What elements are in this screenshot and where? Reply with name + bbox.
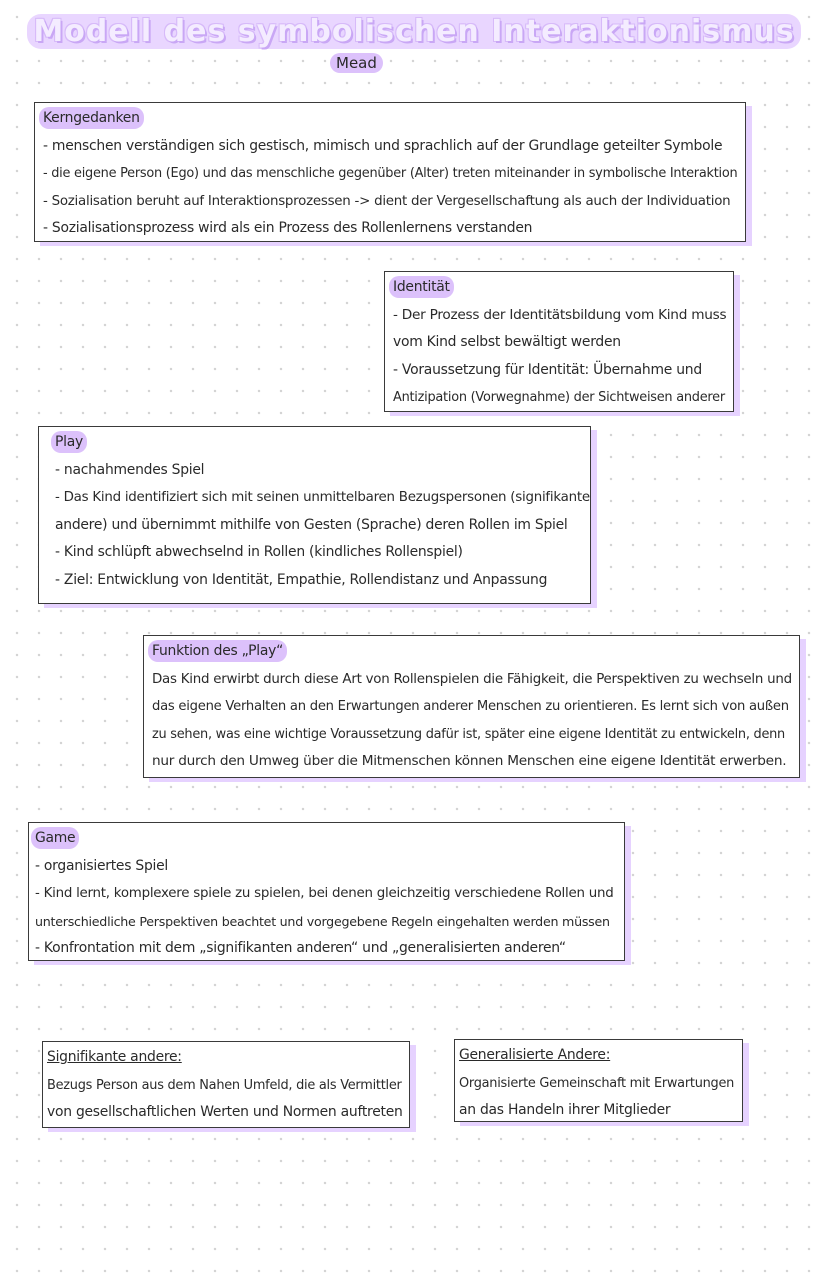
game-box [28,822,625,961]
generalisierte-box [454,1039,743,1122]
game-line: unterschiedliche Perspektiven beachtet und vorgegebene Regeln eingehalten werden müssen [35,913,610,929]
play-line: andere) und übernimmt mithilfe von Gesten (Sprache) deren Rollen im Spiel [55,516,568,533]
signifikante-line: von gesellschaftlichen Werten und Normen auftreten [47,1104,403,1120]
signifikante-heading: Signifikante andere: [47,1049,182,1065]
play-heading: Play [51,431,87,453]
signifikante-line: Bezugs Person aus dem Nahen Umfeld, die als Vermittler [47,1077,402,1093]
kerngedanken-line: - Sozialisation beruht auf Interaktionsprozessen -> dient der Vergesellschaftung als auch der Individuation [43,193,731,209]
funktion-line: das eigene Verhalten an den Erwartungen anderer Menschen zu orientieren. Es lernt sich von außen [152,699,789,714]
title-area [0,14,828,49]
game-line: - Konfrontation mit dem „signifikanten anderen“ und „generalisierten anderen“ [35,940,566,956]
signifikante-box [42,1041,410,1128]
kerngedanken-line: - die eigene Person (Ego) und das menschliche gegenüber (Alter) treten miteinander in symbolische Interaktion [43,166,738,181]
generalisierte-line: Organisierte Gemeinschaft mit Erwartungen [459,1075,735,1091]
kerngedanken-box [34,102,746,242]
identitaet-line: vom Kind selbst bewältigt werden [393,334,621,350]
play-line: - Kind schlüpft abwechselnd in Rollen (kindliches Rollenspiel) [55,544,463,560]
generalisierte-line: an das Handeln ihrer Mitglieder [459,1102,671,1118]
play-line: - nachahmendes Spiel [55,461,205,478]
play-line: - Das Kind identifiziert sich mit seinen unmittelbaren Bezugspersonen (signifikante [55,490,590,505]
funktion-line: zu sehen, was eine wichtige Voraussetzung dafür ist, später eine eigene Identität zu entwickeln, denn [152,726,785,742]
play-line: - Ziel: Entwicklung von Identität, Empathie, Rollendistanz und Anpassung [55,571,548,588]
game-heading: Game [31,827,79,849]
identitaet-line: Antizipation (Vorwegnahme) der Sichtweisen anderer [393,390,725,405]
kerngedanken-heading: Kerngedanken [39,107,144,129]
identitaet-line: - Voraussetzung für Identität: Übernahme und [393,361,702,378]
game-line: - organisiertes Spiel [35,857,169,874]
page-subtitle: Mead [330,53,383,73]
kerngedanken-line: - menschen verständigen sich gestisch, mimisch und sprachlich auf der Grundlage geteilter Symbole [43,137,723,154]
identitaet-box [384,271,734,412]
identitaet-heading: Identität [389,276,454,298]
funktion-heading: Funktion des „Play“ [148,640,287,662]
game-line: - Kind lernt, komplexere spiele zu spielen, bei denen gleichzeitig verschiedene Rollen und [35,886,614,901]
play-box [38,426,591,604]
generalisierte-heading: Generalisierte Andere: [459,1047,611,1063]
funktion-box [143,635,800,778]
funktion-line: nur durch den Umweg über die Mitmenschen können Menschen eine eigene Identität erwerben. [152,753,787,769]
funktion-line: Das Kind erwirbt durch diese Art von Rollenspielen die Fähigkeit, die Perspektiven zu wechseln und [152,671,792,687]
kerngedanken-line: - Sozialisationsprozess wird als ein Prozess des Rollenlernens verstanden [43,220,533,236]
page-title: Modell des symbolischen Interaktionismus [27,14,800,49]
identitaet-line: - Der Prozess der Identitätsbildung vom Kind muss [393,306,727,323]
